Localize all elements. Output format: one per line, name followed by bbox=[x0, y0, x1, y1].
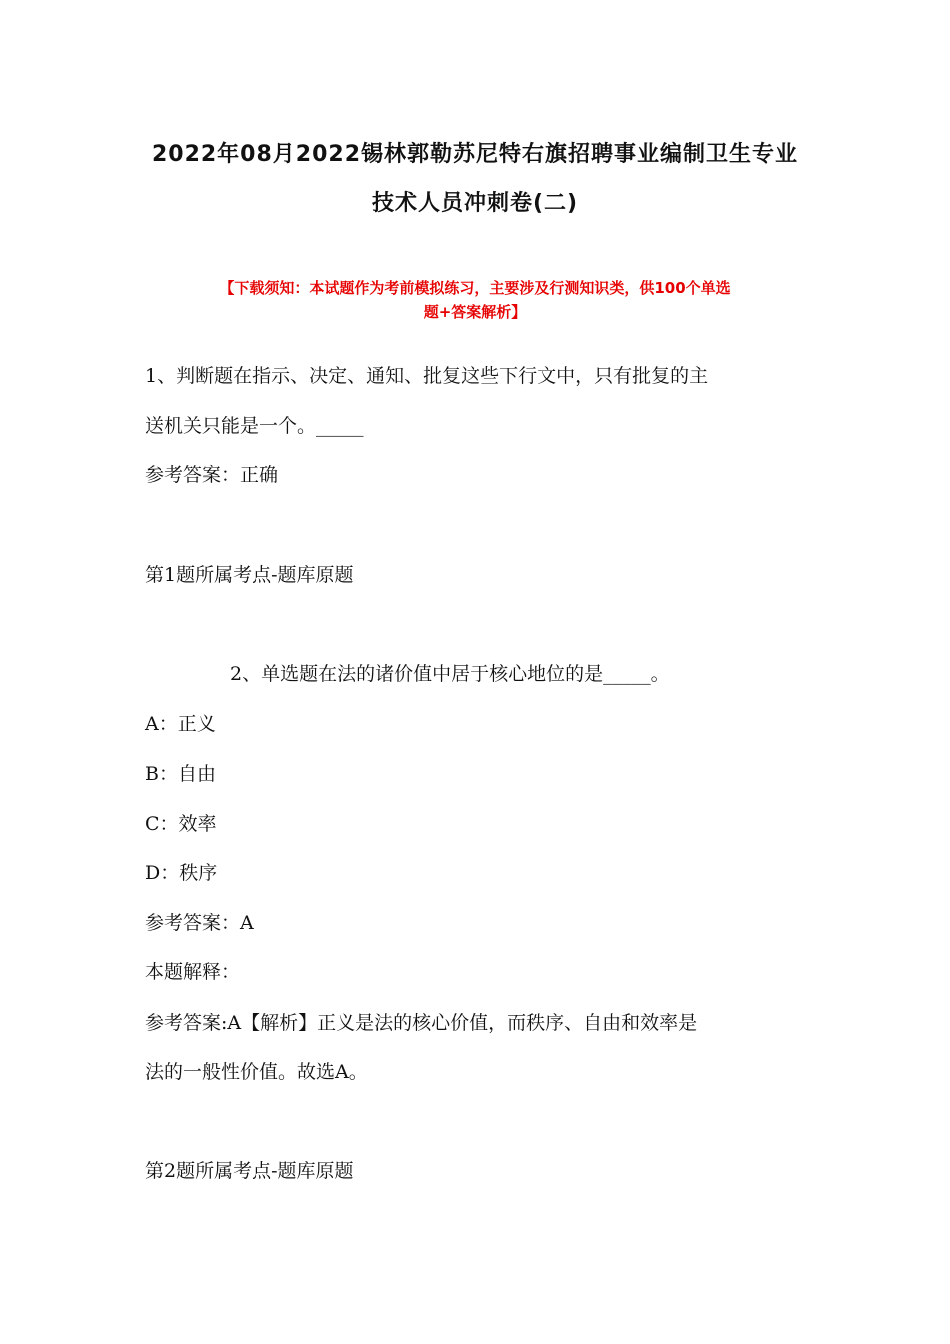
question-1-knowledge-point: 第1题所属考点-题库原题 bbox=[145, 564, 354, 586]
question-2-explanation-label: 本题解释： bbox=[145, 961, 241, 983]
question-2-option-a: A：正义 bbox=[145, 713, 216, 735]
question-1-answer: 参考答案：正确 bbox=[145, 464, 279, 486]
question-2-explanation-line-2: 法的一般性价值。故选A。 bbox=[145, 1061, 368, 1083]
question-2-knowledge-point: 第2题所属考点-题库原题 bbox=[145, 1160, 354, 1182]
question-2-option-d: D：秩序 bbox=[145, 862, 218, 884]
question-1-text-line-1: 1、判断题在指示、决定、通知、批复这些下行文中，只有批复的主 bbox=[145, 365, 709, 387]
question-2-text: 2、单选题在法的诸价值中居于核心地位的是_____。 bbox=[230, 663, 670, 685]
question-2-option-c: C：效率 bbox=[145, 813, 217, 835]
document-title-line-1: 2022年08月2022锡林郭勒苏尼特右旗招聘事业编制卫生专业 bbox=[151, 142, 799, 167]
document-title-line-2: 技术人员冲刺卷(二) bbox=[371, 191, 579, 216]
question-1-text-line-2: 送机关只能是一个。_____ bbox=[145, 415, 364, 437]
download-notice-line-1: 【下载须知：本试题作为考前模拟练习，主要涉及行测知识类，供100个单选 bbox=[219, 279, 731, 297]
download-notice-line-2: 题+答案解析】 bbox=[423, 303, 527, 321]
download-notice bbox=[120, 276, 830, 324]
question-2-explanation-line-1: 参考答案:A【解析】正义是法的核心价值，而秩序、自由和效率是 bbox=[145, 1012, 698, 1034]
question-2-answer: 参考答案：A bbox=[145, 912, 254, 934]
question-2-option-b: B：自由 bbox=[145, 763, 216, 785]
